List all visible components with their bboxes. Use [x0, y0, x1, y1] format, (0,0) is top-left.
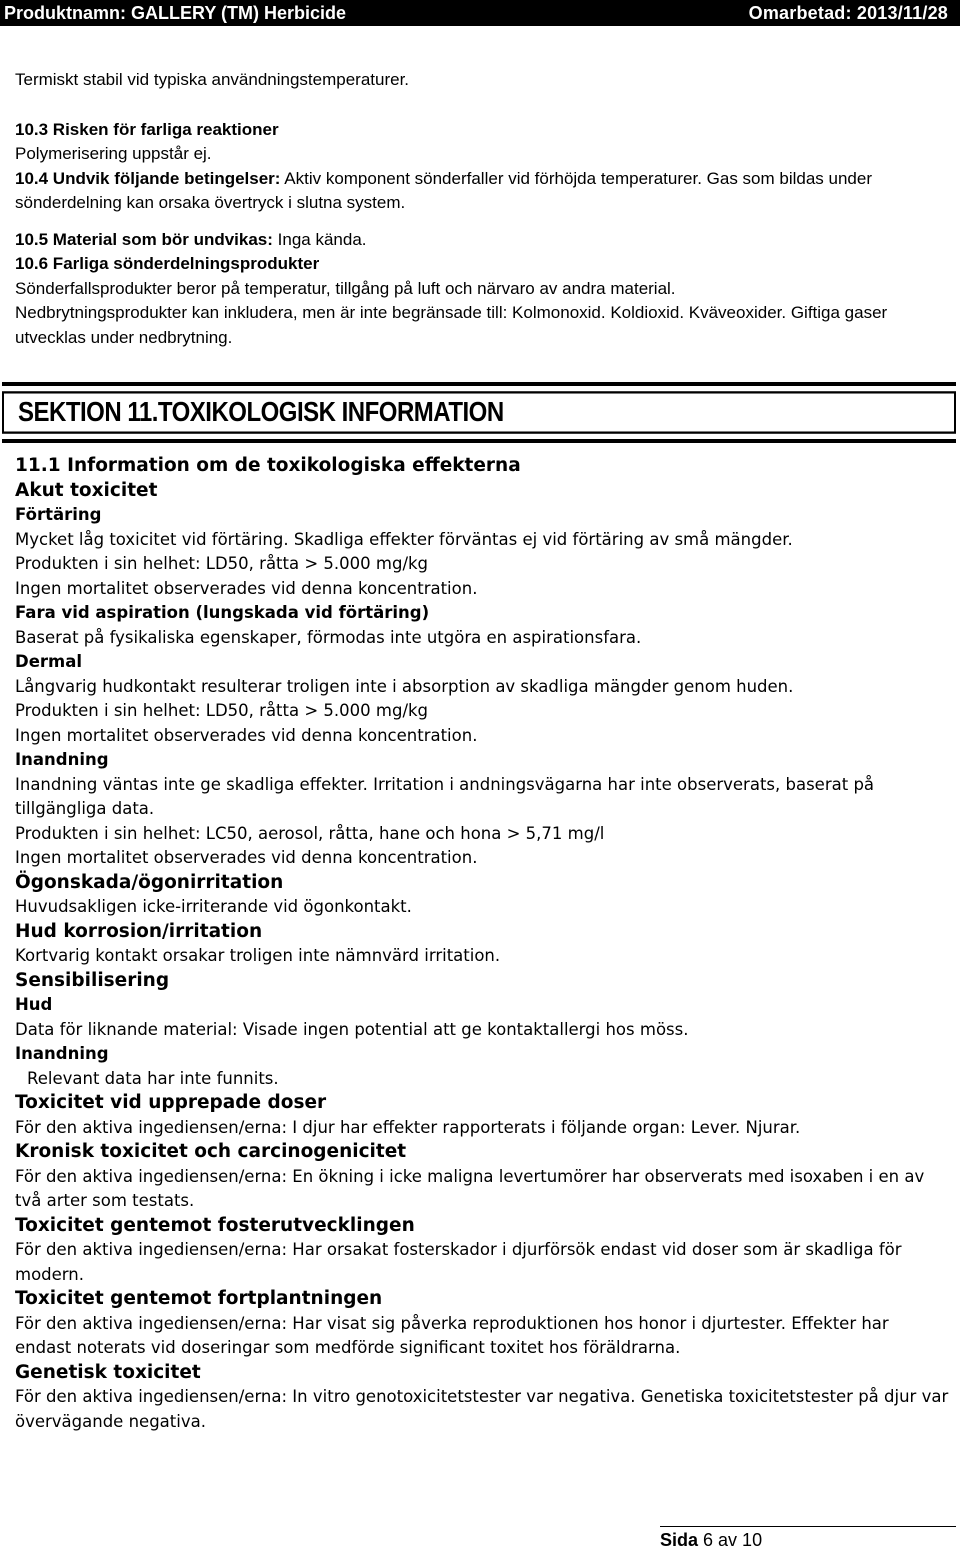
subsection-title: 10.6 Farliga sönderdelningsprodukter — [15, 254, 320, 273]
revised-value: 2013/11/28 — [856, 2, 948, 23]
paragraph: Polymerisering uppstår ej. — [15, 144, 212, 163]
heading: Fara vid aspiration (lungskada vid förtäring) — [15, 603, 430, 622]
heading: Toxicitet gentemot fortplantningen — [15, 1288, 383, 1309]
paragraph: Långvarig hudkontakt resulterar troligen inte i absorption av skadliga mängder genom huden. — [15, 676, 794, 696]
paragraph-10-4 — [15, 167, 950, 216]
paragraph: Produkten i sin helhet: LD50, råtta > 5.000 mg/kg — [15, 701, 429, 720]
heading: Dermal — [15, 652, 83, 671]
paragraph: Kortvarig kontakt orsakar troligen inte nämnvärd irritation. — [15, 946, 501, 965]
paragraph: Ingen mortalitet observerades vid denna koncentration. — [15, 578, 478, 598]
paragraph-10-5 — [15, 228, 950, 253]
heading: Akut toxicitet — [15, 479, 158, 501]
paragraph: Termiskt stabil vid typiska användningstemperaturer. — [15, 70, 410, 89]
heading: Inandning — [15, 750, 109, 769]
heading: Hud korrosion/irritation — [15, 920, 263, 942]
page-label: Sida — [660, 1530, 699, 1550]
paragraph: Huvudsakligen icke-irriterande vid ögonkontakt. — [15, 897, 412, 916]
footer-divider — [660, 1526, 956, 1527]
paragraph: För den aktiva ingediensen/erna: I djur har effekter rapporterats i följande organ: Lever. Njurar. — [15, 1117, 801, 1137]
paragraph: Baserat på fysikaliska egenskaper, förmodas inte utgöra en aspirationsfara. — [15, 627, 642, 647]
paragraph: Relevant data har inte funnits. — [27, 1068, 279, 1088]
heading: Kronisk toxicitet och carcinogenicitet — [15, 1141, 407, 1162]
section-heading-box — [2, 382, 956, 443]
paragraph: Nedbrytningsprodukter kan inkludera, men är inte begränsade till: Kolmonoxid. Koldioxid. Kväveoxider. Giftiga gaser utvecklas under nedbrytning. — [15, 303, 888, 347]
paragraph: För den aktiva ingediensen/erna: Har visat sig påverka reproduktionen hos honor i djurtester. Effekter har endast noterats vid doseringar som medförde significant toxitet hos föräldrarna. — [15, 1313, 889, 1357]
paragraph: Ingen mortalitet observerades vid denna koncentration. — [15, 848, 478, 867]
section-10-content — [15, 68, 950, 350]
page-number — [660, 1530, 762, 1551]
document-header — [0, 0, 960, 26]
paragraph: Mycket låg toxicitet vid förtäring. Skadliga effekter förväntas ej vid förtäring av små mängder. — [15, 529, 793, 549]
heading: Ögonskada/ögonirritation — [15, 871, 284, 893]
section-title: SEKTION 11.TOXIKOLOGISK INFORMATION — [2, 391, 956, 434]
heading: Hud — [15, 995, 53, 1014]
product-name — [4, 3, 346, 24]
revised-date — [749, 3, 948, 24]
paragraph: För den aktiva ingediensen/erna: Har orsakat fosterskador i djurförsök endast vid doser som är skadliga för modern. — [15, 1240, 902, 1284]
paragraph: Ingen mortalitet observerades vid denna koncentration. — [15, 725, 478, 745]
subsection-title: 10.3 Risken för farliga reaktioner — [15, 119, 279, 139]
heading: Toxicitet gentemot fosterutvecklingen — [15, 1214, 415, 1236]
paragraph: För den aktiva ingediensen/erna: En ökning i icke maligna levertumörer har observerats med isoxaben i en av två arter som testats. — [15, 1166, 925, 1210]
paragraph: Sönderfallsprodukter beror på temperatur, tillgång på luft och närvaro av andra material. — [15, 278, 676, 298]
section-11-content — [15, 454, 950, 1434]
heading: Sensibilisering — [15, 969, 170, 991]
paragraph: För den aktiva ingediensen/erna: In vitro genotoxicitetstester var negativa. Genetiska toxicitetstester på djur var övervägande negativa. — [15, 1387, 949, 1431]
product-label: Produktnamn: — [4, 2, 127, 23]
heading: Toxicitet vid upprepade doser — [15, 1092, 327, 1113]
subsection-title: 10.5 Material som bör undvikas: — [15, 229, 273, 249]
page-count: 6 av 10 — [703, 1530, 763, 1550]
paragraph: Produkten i sin helhet: LD50, råtta > 5.000 mg/kg — [15, 554, 429, 573]
heading: Genetisk toxicitet — [15, 1361, 201, 1383]
paragraph: Produkten i sin helhet: LC50, aerosol, råtta, hane och hona > 5,71 mg/l — [15, 823, 605, 843]
product-value: GALLERY (TM) Herbicide — [131, 2, 347, 23]
heading: Inandning — [15, 1044, 109, 1063]
paragraph-text: Aktiv komponent sönderfaller vid förhöjda temperaturer. Gas som bildas under sönderdelning kan orsaka övertryck i slutna system. — [15, 168, 872, 212]
paragraph-text: Inga kända. — [272, 229, 367, 249]
subsection-title: 11.1 Information om de toxikologiska effekterna — [15, 455, 521, 476]
heading: Förtäring — [15, 505, 102, 524]
paragraph: Inandning väntas inte ge skadliga effekter. Irritation i andningsvägarna har inte observerats, baserat på tillgängliga data. — [15, 774, 875, 818]
subsection-title: 10.4 Undvik följande betingelser: — [15, 168, 281, 188]
revised-label: Omarbetad: — [748, 2, 852, 23]
paragraph: Data för liknande material: Visade ingen potential att ge kontaktallergi hos möss. — [15, 1019, 689, 1039]
